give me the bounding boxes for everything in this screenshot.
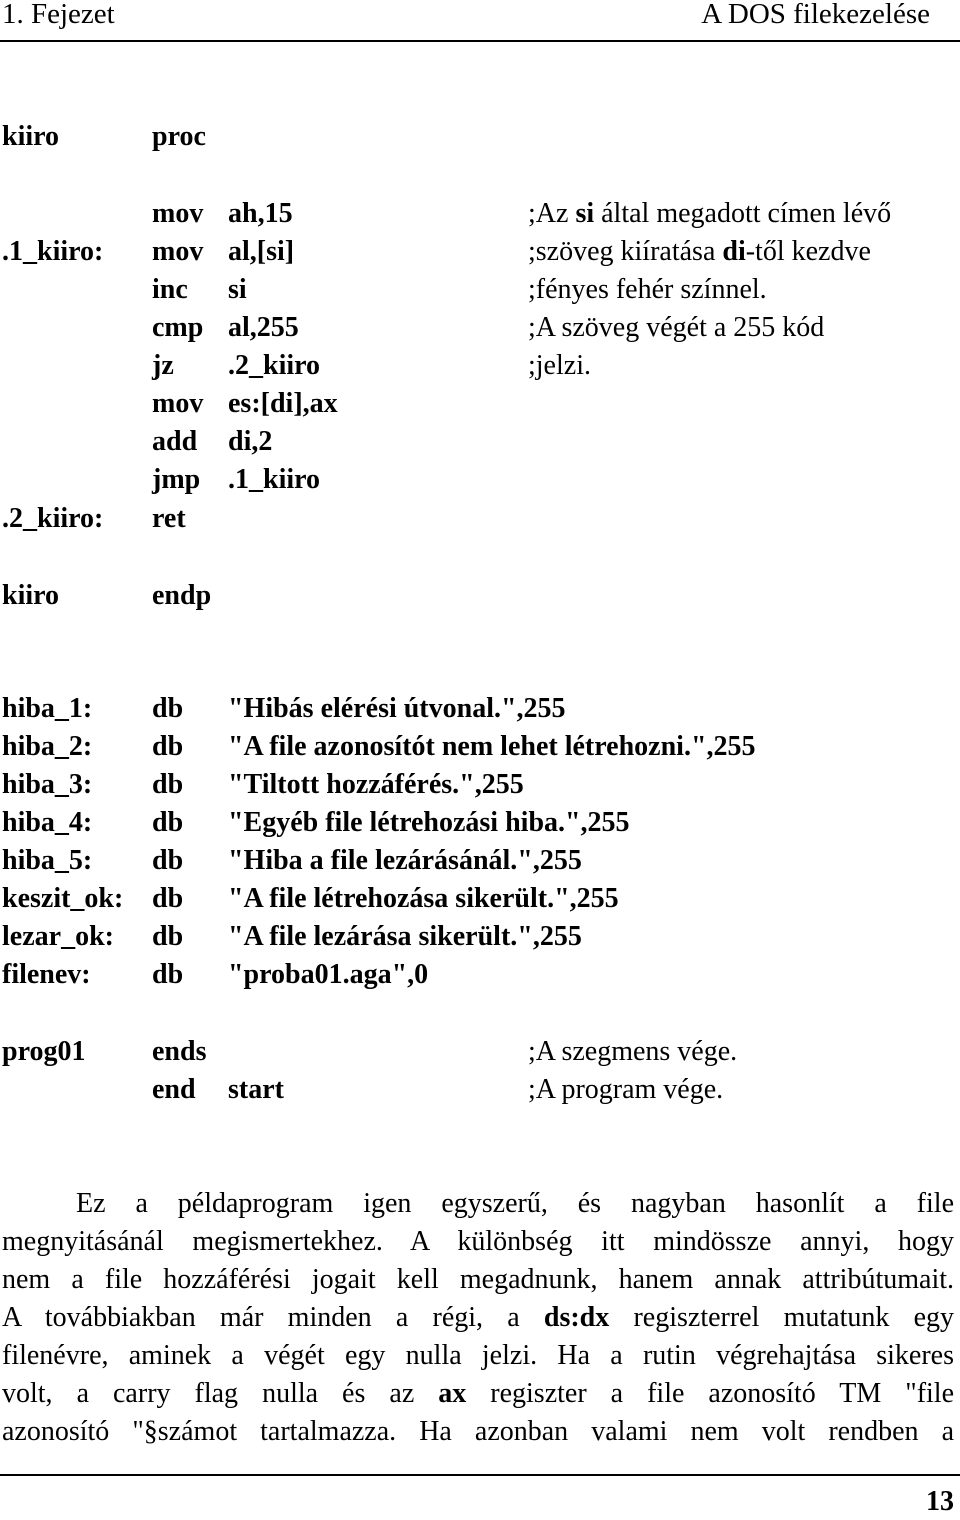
code-line-proc [0, 118, 960, 156]
code-instr: mov [152, 236, 204, 267]
code-line [0, 423, 960, 461]
code-line [0, 233, 960, 271]
code-line [0, 271, 960, 309]
data-line [0, 766, 960, 804]
code-line [0, 461, 960, 499]
code-operand: "Egyéb file létrehozási hiba.",255 [228, 807, 630, 838]
code-instr: ret [152, 503, 186, 534]
code-instr: add [152, 426, 198, 457]
code-instr: jmp [152, 464, 201, 495]
code-operand: "A file lezárása sikerült.",255 [228, 921, 582, 952]
code-label: hiba_1: [2, 693, 93, 724]
code-instr: db [152, 845, 184, 876]
code-comment: ;szöveg kiíratása di-től kezdve [528, 236, 871, 267]
code-operand: "proba01.aga",0 [228, 959, 429, 990]
code-operand: si [228, 274, 247, 305]
code-label: prog01 [2, 1036, 86, 1067]
code-comment: ;Az si által megadott címen lévő [528, 198, 892, 229]
code-comment: ;jelzi. [528, 350, 591, 381]
code-label: hiba_3: [2, 769, 93, 800]
paragraph-line: megnyitásánál megismertekhez. A különbség itt mindössze annyi, hogy [2, 1226, 954, 1257]
code-line [0, 195, 960, 233]
code-instr: proc [152, 121, 206, 152]
code-instr: mov [152, 198, 204, 229]
chapter-title: A DOS filekezelése [701, 0, 930, 30]
chapter-label: 1. Fejezet [2, 0, 115, 30]
code-instr: jz [152, 350, 174, 381]
code-label: kiiro [2, 121, 60, 152]
data-line [0, 690, 960, 728]
code-line [0, 385, 960, 423]
code-instr: db [152, 731, 184, 762]
code-operand: "Tiltott hozzáférés.",255 [228, 769, 524, 800]
code-label: .2_kiiro: [2, 503, 104, 534]
paragraph-line: nem a file hozzáférési jogait kell megadnunk, hanem annak attribútumait. [2, 1264, 954, 1295]
code-line-ends [0, 1033, 960, 1071]
code-operand: "Hibás elérési útvonal.",255 [228, 693, 566, 724]
code-operand: ah,15 [228, 198, 293, 229]
code-line [0, 309, 960, 347]
code-operand: .1_kiiro [228, 464, 321, 495]
register-ds-dx: ds:dx [543, 1302, 610, 1333]
code-operand: al,[si] [228, 236, 295, 267]
code-operand: di,2 [228, 426, 273, 457]
code-label: kiiro [2, 580, 60, 611]
code-comment: ;A program vége. [528, 1074, 724, 1105]
paragraph-line: A továbbiakban már minden a régi, a ds:dx regiszterrel mutatunk egy [2, 1302, 955, 1333]
footer-rule [0, 1474, 960, 1476]
paragraph-line: azonosító "§számot tartalmazza. Ha azonban valami nem volt rendben a [2, 1416, 954, 1447]
code-instr: mov [152, 388, 204, 419]
code-instr: inc [152, 274, 188, 305]
code-line-end [0, 1071, 960, 1109]
code-operand: "Hiba a file lezárásánál.",255 [228, 845, 582, 876]
code-instr: db [152, 959, 184, 990]
code-comment: ;A szöveg végét a 255 kód [528, 312, 825, 343]
code-instr: db [152, 807, 184, 838]
code-operand: start [228, 1074, 284, 1105]
paragraph-line: filenévre, aminek a végét egy nulla jelzi. Ha a rutin végrehajtása sikeres [2, 1340, 954, 1371]
data-line [0, 842, 960, 880]
code-label: hiba_2: [2, 731, 93, 762]
data-line [0, 804, 960, 842]
code-operand: .2_kiiro [228, 350, 321, 381]
code-instr: cmp [152, 312, 204, 343]
code-instr: ends [152, 1036, 207, 1067]
code-instr: endp [152, 580, 212, 611]
code-operand: "A file azonosítót nem lehet létrehozni.",255 [228, 731, 756, 762]
code-label: keszit_ok: [2, 883, 124, 914]
register-ax: ax [438, 1378, 467, 1409]
code-line [0, 500, 960, 538]
code-line-endp [0, 577, 960, 615]
code-operand: al,255 [228, 312, 299, 343]
code-label: lezar_ok: [2, 921, 114, 952]
code-instr: db [152, 693, 184, 724]
page-header [0, 0, 960, 42]
data-line [0, 956, 960, 994]
code-comment: ;A szegmens vége. [528, 1036, 738, 1067]
body-paragraph [2, 1185, 954, 1451]
code-instr: db [152, 921, 184, 952]
code-line [0, 347, 960, 385]
data-line [0, 880, 960, 918]
code-comment: ;fényes fehér színnel. [528, 274, 767, 305]
code-operand: es:[di],ax [228, 388, 338, 419]
page-number: 13 [926, 1486, 954, 1517]
code-operand: "A file létrehozása sikerült.",255 [228, 883, 619, 914]
data-line [0, 918, 960, 956]
code-label: .1_kiiro: [2, 236, 104, 267]
header-rule [0, 40, 960, 42]
code-instr: db [152, 769, 184, 800]
code-label: hiba_4: [2, 807, 93, 838]
code-label: hiba_5: [2, 845, 93, 876]
code-instr: end [152, 1074, 196, 1105]
code-instr: db [152, 883, 184, 914]
paragraph-line: Ez a példaprogram igen egyszerű, és nagyban hasonlít a file [76, 1188, 954, 1219]
code-label: filenev: [2, 959, 91, 990]
data-line [0, 728, 960, 766]
paragraph-line: volt, a carry flag nulla és az ax regiszter a file azonosító TM "file [2, 1378, 955, 1409]
